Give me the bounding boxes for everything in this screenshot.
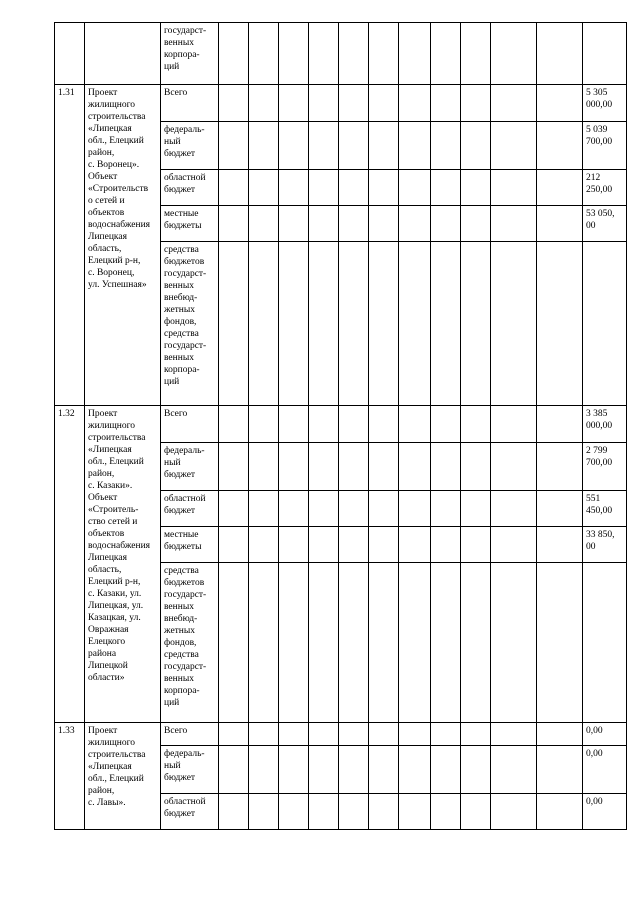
empty-cell xyxy=(491,206,537,242)
funding-amount: 212 250,00 xyxy=(583,170,627,206)
empty-cell xyxy=(537,206,583,242)
table-body xyxy=(55,23,627,830)
empty-cell xyxy=(249,170,279,206)
empty-cell xyxy=(279,206,309,242)
empty-cell xyxy=(279,563,309,723)
funding-source: федераль- ный бюджет xyxy=(161,122,219,170)
funding-source: областной бюджет xyxy=(161,794,219,830)
project-name: Проект жилищного строительства «Липецкая обл., Елецкий район, с. Казаки». Объект «Строитель- ство сетей и объектов водоснабжения Липецкая область, Елецкий р-н, с. Казаки, ул. Липецкая, ул. Казацкая, ул. Овражная Елецкого района Липецкой области» xyxy=(85,406,161,723)
empty-cell xyxy=(279,723,309,746)
empty-cell xyxy=(249,242,279,406)
empty-cell xyxy=(279,527,309,563)
empty-cell xyxy=(339,122,369,170)
empty-cell xyxy=(537,723,583,746)
funding-source: местные бюджеты xyxy=(161,527,219,563)
empty-cell xyxy=(249,406,279,443)
empty-cell xyxy=(491,85,537,122)
empty-cell xyxy=(461,746,491,794)
funding-source: средства бюджетов государст- венных внебюд- жетных фондов, средства государст- венных корпора- ций xyxy=(161,242,219,406)
project-name: Проект жилищного строительства «Липецкая обл., Елецкий район, с. Воронец». Объект «Строительств о сетей и объектов водоснабжения Липецкая область, Елецкий р-н, с. Воронец, ул. Успешная» xyxy=(85,85,161,406)
empty-cell xyxy=(279,491,309,527)
empty-cell xyxy=(431,563,461,723)
empty-cell xyxy=(309,242,339,406)
empty-cell xyxy=(279,794,309,830)
funding-source: областной бюджет xyxy=(161,491,219,527)
empty-cell xyxy=(369,206,399,242)
empty-cell xyxy=(431,406,461,443)
empty-cell xyxy=(369,491,399,527)
empty-cell xyxy=(339,206,369,242)
empty-cell xyxy=(537,23,583,85)
empty-cell xyxy=(431,723,461,746)
funding-amount: 2 799 700,00 xyxy=(583,443,627,491)
empty-cell xyxy=(309,85,339,122)
empty-cell xyxy=(399,491,431,527)
empty-cell xyxy=(369,723,399,746)
empty-cell xyxy=(399,85,431,122)
empty-cell xyxy=(491,242,537,406)
empty-cell xyxy=(219,723,249,746)
project-number: 1.31 xyxy=(55,85,85,406)
empty-cell xyxy=(399,122,431,170)
empty-cell xyxy=(219,443,249,491)
empty-cell xyxy=(219,406,249,443)
funding-amount: 551 450,00 xyxy=(583,491,627,527)
funding-amount: 3 385 000,00 xyxy=(583,406,627,443)
empty-cell xyxy=(461,491,491,527)
empty-cell xyxy=(431,122,461,170)
funding-amount: 0,00 xyxy=(583,723,627,746)
empty-cell xyxy=(339,23,369,85)
empty-cell xyxy=(537,242,583,406)
empty-cell xyxy=(309,746,339,794)
empty-cell xyxy=(537,443,583,491)
empty-cell xyxy=(399,23,431,85)
empty-cell xyxy=(369,85,399,122)
empty-cell xyxy=(219,122,249,170)
empty-cell xyxy=(537,563,583,723)
project-number: 1.32 xyxy=(55,406,85,723)
empty-cell xyxy=(461,443,491,491)
empty-cell xyxy=(339,746,369,794)
empty-cell xyxy=(431,527,461,563)
empty-cell xyxy=(399,443,431,491)
funding-amount: 5 305 000,00 xyxy=(583,85,627,122)
empty-cell xyxy=(249,746,279,794)
empty-cell xyxy=(339,527,369,563)
empty-cell xyxy=(219,242,249,406)
empty-cell xyxy=(399,723,431,746)
empty-cell xyxy=(219,491,249,527)
empty-cell xyxy=(249,122,279,170)
empty-cell xyxy=(369,563,399,723)
empty-cell xyxy=(369,242,399,406)
empty-cell xyxy=(369,122,399,170)
empty-cell xyxy=(309,443,339,491)
empty-cell xyxy=(309,170,339,206)
empty-cell xyxy=(431,746,461,794)
empty-cell xyxy=(399,794,431,830)
empty-cell xyxy=(431,443,461,491)
empty-cell xyxy=(431,242,461,406)
empty-cell xyxy=(279,443,309,491)
empty-cell xyxy=(461,242,491,406)
funding-source: местные бюджеты xyxy=(161,206,219,242)
empty-cell xyxy=(537,794,583,830)
funding-source: федераль- ный бюджет xyxy=(161,443,219,491)
project-name: Проект жилищного строительства «Липецкая обл., Елецкий район, с. Лавы». xyxy=(85,723,161,830)
funding-source: федераль- ный бюджет xyxy=(161,746,219,794)
empty-cell xyxy=(339,242,369,406)
empty-cell xyxy=(537,122,583,170)
empty-cell xyxy=(369,406,399,443)
empty-cell xyxy=(339,563,369,723)
empty-cell xyxy=(249,206,279,242)
funding-amount: 0,00 xyxy=(583,794,627,830)
funding-source: Всего xyxy=(161,406,219,443)
empty-cell xyxy=(431,170,461,206)
empty-cell xyxy=(249,85,279,122)
empty-cell xyxy=(537,85,583,122)
empty-cell xyxy=(309,491,339,527)
funding-amount: 5 039 700,00 xyxy=(583,122,627,170)
empty-cell xyxy=(339,85,369,122)
empty-cell xyxy=(431,23,461,85)
empty-cell xyxy=(399,746,431,794)
empty-cell xyxy=(339,491,369,527)
empty-cell xyxy=(399,206,431,242)
empty-cell xyxy=(309,206,339,242)
empty-cell xyxy=(431,491,461,527)
amount-cell xyxy=(583,23,627,85)
empty-cell xyxy=(431,794,461,830)
project-number: 1.33 xyxy=(55,723,85,830)
empty-cell xyxy=(219,563,249,723)
empty-cell xyxy=(249,563,279,723)
empty-cell xyxy=(491,794,537,830)
empty-cell xyxy=(219,746,249,794)
empty-cell xyxy=(491,527,537,563)
funding-amount: 33 850, 00 xyxy=(583,527,627,563)
empty-cell xyxy=(461,723,491,746)
empty-cell xyxy=(537,491,583,527)
empty-cell xyxy=(249,491,279,527)
empty-cell xyxy=(279,122,309,170)
funding-source: Всего xyxy=(161,85,219,122)
empty-cell xyxy=(279,85,309,122)
empty-cell xyxy=(399,563,431,723)
empty-cell xyxy=(461,527,491,563)
empty-cell xyxy=(219,206,249,242)
empty-cell xyxy=(249,527,279,563)
empty-cell xyxy=(369,443,399,491)
empty-cell xyxy=(309,122,339,170)
empty-cell xyxy=(249,443,279,491)
empty-cell xyxy=(339,794,369,830)
empty-cell xyxy=(491,23,537,85)
funding-table xyxy=(54,22,627,830)
empty-cell xyxy=(309,23,339,85)
funding-source: областной бюджет xyxy=(161,170,219,206)
empty-cell xyxy=(491,491,537,527)
empty-cell xyxy=(369,794,399,830)
funding-source: Всего xyxy=(161,723,219,746)
table-row-fragment xyxy=(55,23,627,85)
empty-cell xyxy=(219,23,249,85)
empty-cell xyxy=(537,746,583,794)
table-row xyxy=(55,723,627,746)
empty-cell xyxy=(369,527,399,563)
empty-cell xyxy=(491,170,537,206)
empty-cell xyxy=(279,170,309,206)
empty-cell xyxy=(399,170,431,206)
empty-cell xyxy=(279,23,309,85)
empty-cell xyxy=(369,23,399,85)
empty-cell xyxy=(309,723,339,746)
empty-cell xyxy=(309,406,339,443)
funding-source: средства бюджетов государст- венных внебюд- жетных фондов, средства государст- венных корпора- ций xyxy=(161,563,219,723)
empty-cell xyxy=(309,563,339,723)
empty-cell xyxy=(339,406,369,443)
empty-cell xyxy=(461,23,491,85)
empty-cell xyxy=(339,170,369,206)
empty-cell xyxy=(461,563,491,723)
empty-cell xyxy=(219,85,249,122)
funding-amount: 0,00 xyxy=(583,746,627,794)
funding-amount xyxy=(583,242,627,406)
empty-cell xyxy=(399,242,431,406)
empty-cell xyxy=(309,794,339,830)
number-cell xyxy=(55,23,85,85)
empty-cell xyxy=(491,443,537,491)
empty-cell xyxy=(279,406,309,443)
funding-amount: 53 050, 00 xyxy=(583,206,627,242)
empty-cell xyxy=(537,527,583,563)
empty-cell xyxy=(339,443,369,491)
empty-cell xyxy=(461,406,491,443)
empty-cell xyxy=(279,746,309,794)
empty-cell xyxy=(491,122,537,170)
empty-cell xyxy=(491,406,537,443)
table-row xyxy=(55,85,627,122)
empty-cell xyxy=(249,723,279,746)
empty-cell xyxy=(491,563,537,723)
empty-cell xyxy=(399,527,431,563)
empty-cell xyxy=(309,527,339,563)
empty-cell xyxy=(461,122,491,170)
empty-cell xyxy=(461,170,491,206)
empty-cell xyxy=(461,85,491,122)
empty-cell xyxy=(431,85,461,122)
empty-cell xyxy=(369,746,399,794)
empty-cell xyxy=(491,746,537,794)
empty-cell xyxy=(461,794,491,830)
empty-cell xyxy=(491,723,537,746)
empty-cell xyxy=(249,23,279,85)
empty-cell xyxy=(399,406,431,443)
empty-cell xyxy=(339,723,369,746)
empty-cell xyxy=(461,206,491,242)
empty-cell xyxy=(431,206,461,242)
empty-cell xyxy=(219,794,249,830)
empty-cell xyxy=(369,170,399,206)
empty-cell xyxy=(219,170,249,206)
funding-amount xyxy=(583,563,627,723)
empty-cell xyxy=(219,527,249,563)
source-cell: государст- венных корпора- ций xyxy=(161,23,219,85)
name-cell xyxy=(85,23,161,85)
empty-cell xyxy=(279,242,309,406)
empty-cell xyxy=(537,406,583,443)
empty-cell xyxy=(249,794,279,830)
table-row xyxy=(55,406,627,443)
empty-cell xyxy=(537,170,583,206)
